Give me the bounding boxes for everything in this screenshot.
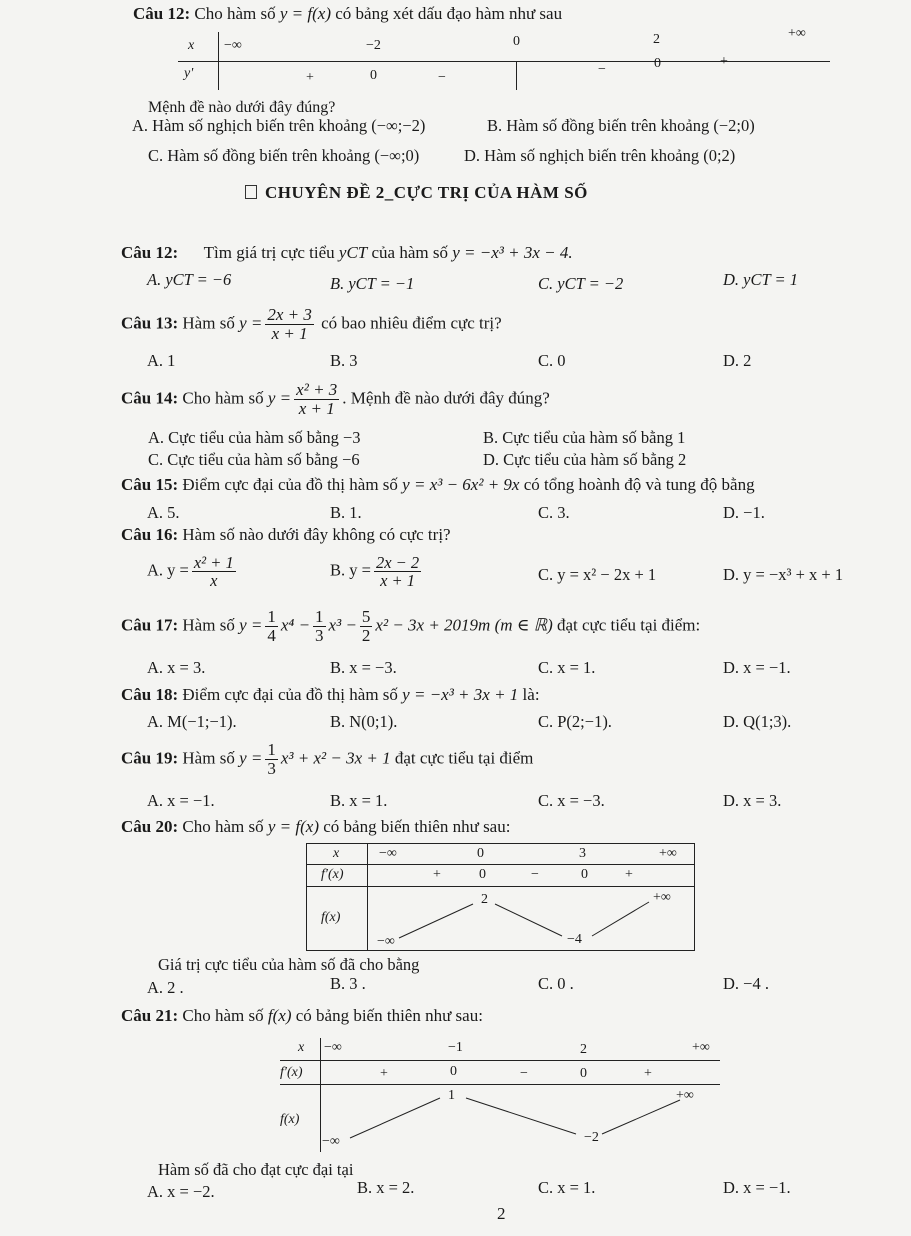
q19-stem: Câu 19: Hàm số y = $\frac{1}{3}$ x³ + x² − 3x + 1 đạt cực tiểu tại điểm — [121, 740, 534, 778]
q12a-option-b[interactable]: B. Hàm số đồng biến trên khoảng (−2;0) — [487, 116, 755, 135]
q14-option-c[interactable]: C. Cực tiểu của hàm số bằng −6 — [148, 450, 360, 469]
q14-option-a[interactable]: A. Cực tiểu của hàm số bằng −3 — [148, 428, 361, 447]
q19-option-c[interactable]: C. x = −3. — [538, 791, 605, 810]
q14-option-b[interactable]: B. Cực tiểu của hàm số bằng 1 — [483, 428, 686, 447]
section-title: CHUYÊN ĐỀ 2_CỰC TRỊ CỦA HÀM SỐ — [245, 183, 588, 203]
q14-option-d[interactable]: D. Cực tiểu của hàm số bằng 2 — [483, 450, 687, 469]
q21-option-d[interactable]: D. x = −1. — [723, 1178, 791, 1197]
q12a-sign-table: x y' −∞ −2 0 2 +∞ + 0 − − 0 + — [178, 32, 830, 90]
q21-variation-table: x f′(x) f(x) −∞ −1 2 +∞ + 0 − 0 + 1 +∞ −∞ −2 — [280, 1038, 720, 1152]
q13-option-d[interactable]: D. 2 — [723, 351, 752, 370]
q21-option-b[interactable]: B. x = 2. — [357, 1178, 415, 1197]
q20-stem: Câu 20: Cho hàm số y = f(x) có bảng biến thiên như sau: — [121, 817, 511, 836]
q18-option-c[interactable]: C. P(2;−1). — [538, 712, 612, 731]
q12a-option-c[interactable]: C. Hàm số đồng biến trên khoảng (−∞;0) — [148, 146, 420, 165]
q12b-option-d[interactable]: D. yCT = 1 — [723, 270, 799, 289]
q18-stem: Câu 18: Điểm cực đại của đồ thị hàm số y = −x³ + 3x + 1 là: — [121, 685, 540, 704]
q16-option-b[interactable]: B. y = $\frac{2x - 2}{x + 1}$ — [330, 553, 420, 591]
q21-option-c[interactable]: C. x = 1. — [538, 1178, 596, 1197]
q16-stem: Câu 16: Hàm số nào dưới đây không có cực trị? — [121, 525, 451, 544]
q21-arrows — [280, 1038, 720, 1152]
q15-option-a[interactable]: A. 5. — [147, 503, 180, 522]
page-number: 2 — [497, 1204, 506, 1223]
q19-option-d[interactable]: D. x = 3. — [723, 791, 782, 810]
q21-prompt: Hàm số đã cho đạt cực đại tại — [158, 1160, 354, 1179]
q20-option-b[interactable]: B. 3 . — [330, 974, 366, 993]
q13-stem: Câu 13: Hàm số y = $\frac{2x + 3}{x + 1}$ có bao nhiêu điểm cực trị? — [121, 305, 502, 343]
q13-option-a[interactable]: A. 1 — [147, 351, 176, 370]
q20-option-d[interactable]: D. −4 . — [723, 974, 769, 993]
q18-option-d[interactable]: D. Q(1;3). — [723, 712, 792, 731]
q19-option-b[interactable]: B. x = 1. — [330, 791, 388, 810]
q20-prompt: Giá trị cực tiểu của hàm số đã cho bằng — [158, 955, 420, 974]
q13-option-b[interactable]: B. 3 — [330, 351, 358, 370]
q12b-stem: Câu 12: Tìm giá trị cực tiểu yCT của hàm số y = −x³ + 3x − 4. — [121, 243, 573, 262]
q12a-option-d[interactable]: D. Hàm số nghịch biến trên khoảng (0;2) — [464, 146, 736, 165]
q17-option-b[interactable]: B. x = −3. — [330, 658, 397, 677]
q18-option-b[interactable]: B. N(0;1). — [330, 712, 398, 731]
q17-option-a[interactable]: A. x = 3. — [147, 658, 206, 677]
q15-option-b[interactable]: B. 1. — [330, 503, 362, 522]
q12b-option-a[interactable]: A. yCT = −6 — [147, 270, 232, 289]
q12a-prompt: Mệnh đề nào dưới đây đúng? — [148, 99, 336, 116]
q20-option-a[interactable]: A. 2 . — [147, 978, 184, 997]
q16-option-a[interactable]: A. y = $\frac{\text{x² + 1}}{x}$ — [147, 553, 234, 591]
q15-option-d[interactable]: D. −1. — [723, 503, 765, 522]
q13-option-c[interactable]: C. 0 — [538, 351, 566, 370]
q19-option-a[interactable]: A. x = −1. — [147, 791, 215, 810]
q17-stem: Câu 17: Hàm số y = $\frac{1}{4}$ x⁴ − $\frac{1}{3}$ x³ − $\frac{5}{2}$ x² − 3x + 2019m (m ∈ ℝ) đạt cực tiểu tại điểm: — [121, 607, 701, 645]
q20-option-c[interactable]: C. 0 . — [538, 974, 574, 993]
q18-option-a[interactable]: A. M(−1;−1). — [147, 712, 237, 731]
q12a-option-a[interactable]: A. Hàm số nghịch biến trên khoảng (−∞;−2) — [132, 116, 426, 135]
q16-option-c[interactable]: C. y = x² − 2x + 1 — [538, 565, 657, 584]
q15-option-c[interactable]: C. 3. — [538, 503, 570, 522]
q20-variation-table: x f′(x) f(x) −∞ 0 3 +∞ + 0 − 0 + 2 +∞ −∞ −4 — [306, 843, 695, 951]
q12b-option-c[interactable]: C. yCT = −2 — [538, 274, 624, 293]
q15-stem: Câu 15: Điểm cực đại của đồ thị hàm số y = x³ − 6x² + 9x có tổng hoành độ và tung độ bằng — [121, 475, 755, 494]
q21-option-a[interactable]: A. x = −2. — [147, 1182, 215, 1201]
q14-stem: Câu 14: Cho hàm số y = $\frac{\text{x² + 3}}{x + 1}$ . Mệnh đề nào dưới đây đúng? — [121, 380, 550, 418]
q21-stem: Câu 21: Cho hàm số f(x) có bảng biến thiên như sau: — [121, 1006, 483, 1025]
q17-option-c[interactable]: C. x = 1. — [538, 658, 596, 677]
bookmark-icon — [245, 185, 257, 199]
q17-option-d[interactable]: D. x = −1. — [723, 658, 791, 677]
q16-option-d[interactable]: D. y = −x³ + x + 1 — [723, 565, 844, 584]
q12b-option-b[interactable]: B. yCT = −1 — [330, 274, 415, 293]
q20-arrows — [307, 844, 694, 950]
q12a-stem: Câu 12: Cho hàm số y = f(x) có bảng xét dấu đạo hàm như sau — [133, 4, 563, 23]
